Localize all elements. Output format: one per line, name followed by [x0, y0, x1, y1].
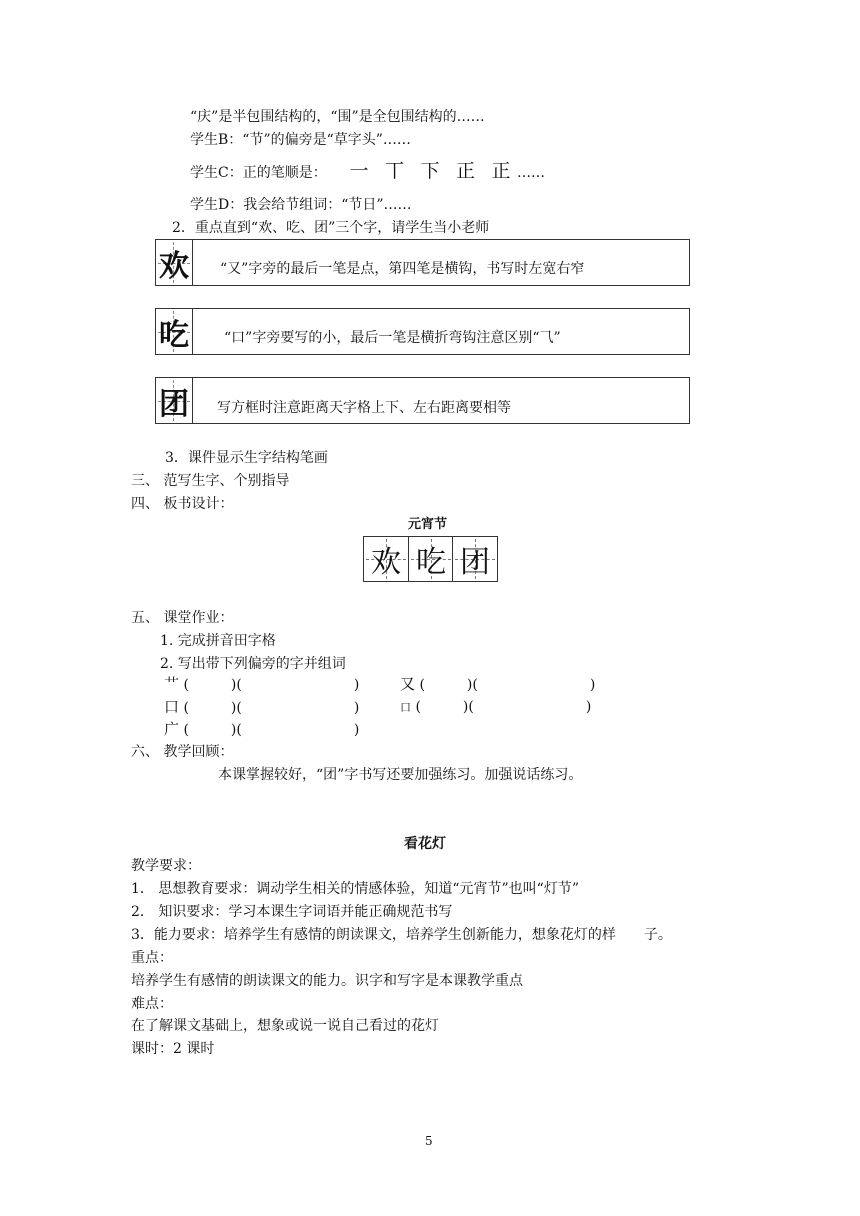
radical-row	[164, 675, 359, 694]
board-char: 欢	[371, 545, 401, 580]
blanks: ( )( )	[183, 722, 360, 738]
key-heading: 重点：	[131, 950, 173, 966]
radical: 口	[164, 698, 180, 716]
point-3: 3．课件显示生字结构笔画	[165, 450, 328, 466]
board-title: 元宵节	[408, 517, 448, 532]
radical: 艹	[164, 675, 180, 693]
tianzige-cell	[156, 378, 193, 423]
requirement-1: 1． 思想教育要求：调动学生相关的情感体验，知道“元宵节”也叫“灯节”	[131, 881, 579, 897]
tianzige-cell	[156, 309, 193, 354]
radical: 口	[400, 701, 411, 714]
requirement-2: 2． 知识要求：学习本课生字词语并能正确规范书写	[131, 904, 453, 920]
student-b-line: 学生B：“节”的偏旁是“草字头”……	[190, 132, 411, 148]
review-text: 本课掌握较好，“团”字书写还要加强练习。加强说话练习。	[218, 767, 583, 783]
stroke-step: 正	[456, 160, 476, 182]
student-c-tail: ……	[516, 165, 545, 181]
char-huan: 欢	[159, 248, 189, 284]
stroke-step: 一	[349, 160, 369, 182]
board-cell	[452, 537, 497, 581]
stroke-step: 丅	[385, 160, 405, 182]
char-box-tuan	[155, 377, 690, 424]
char-chi: 吃	[159, 317, 189, 353]
radical-row	[164, 698, 359, 717]
char-tuan: 团	[159, 386, 189, 422]
char-note: 写方框时注意距离天字格上下、左右距离要相等	[217, 400, 511, 416]
structure-line: “庆”是半包围结构的，“围”是全包围结构的……	[190, 109, 485, 125]
student-d-line: 学生D：我会给节组词：“节日”……	[190, 197, 412, 213]
stroke-step: 正	[491, 160, 511, 182]
blanks: ( )( )	[419, 677, 596, 693]
difficulty-heading: 难点：	[131, 996, 173, 1012]
class-hours: 课时：2 课时	[131, 1041, 215, 1057]
lesson-title: 看花灯	[404, 836, 446, 852]
char-note: “口”字旁要写的小，最后一笔是横折弯钩注意区别“⺄”	[224, 330, 561, 346]
radical-row	[164, 720, 359, 739]
stroke-step: 下	[420, 160, 440, 182]
blanks: ( )( )	[183, 677, 360, 693]
board-cell	[364, 537, 408, 581]
section-4: 四、 板书设计：	[131, 496, 234, 512]
radical: 又	[400, 675, 416, 693]
student-c-label: 学生C：正的笔顺是：	[190, 165, 327, 181]
difficulty-text: 在了解课文基础上，想象或说一说自己看过的花灯	[131, 1018, 439, 1034]
board-design	[363, 536, 498, 582]
board-char: 吃	[416, 545, 446, 580]
tianzige-cell	[156, 240, 193, 285]
key-text: 培养学生有感情的朗读课文的能力。识字和写字是本课教学重点	[131, 973, 523, 989]
radical: 广	[164, 720, 180, 738]
page-number: 5	[425, 1134, 433, 1148]
char-box-chi	[155, 308, 690, 355]
section-3: 三、 范写生字、个别指导	[131, 473, 290, 489]
requirements-heading: 教学要求：	[131, 858, 201, 874]
char-note: “又”字旁的最后一笔是点，第四笔是横钩，书写时左宽右窄	[220, 261, 585, 277]
board-cell	[408, 537, 453, 581]
blanks: ( )( )	[183, 700, 360, 716]
char-box-huan	[155, 239, 690, 286]
section-5: 五、 课堂作业：	[131, 610, 234, 626]
homework-1: 1. 完成拼音田字格	[160, 633, 276, 649]
radical-row	[400, 675, 595, 694]
radical-row	[400, 698, 591, 717]
section-6: 六、 教学回顾：	[131, 744, 234, 760]
board-char: 团	[460, 545, 490, 580]
point-2: 2．重点直到“欢、吃、团”三个字，请学生当小老师	[172, 220, 490, 236]
blanks: ( )( )	[415, 699, 592, 715]
homework-2: 2. 写出带下列偏旁的字并组词	[160, 656, 346, 672]
requirement-3: 3．能力要求：培养学生有感情的朗读课文，培养学生创新能力，想象花灯的样 子。	[131, 927, 672, 943]
student-c-line	[190, 162, 545, 182]
